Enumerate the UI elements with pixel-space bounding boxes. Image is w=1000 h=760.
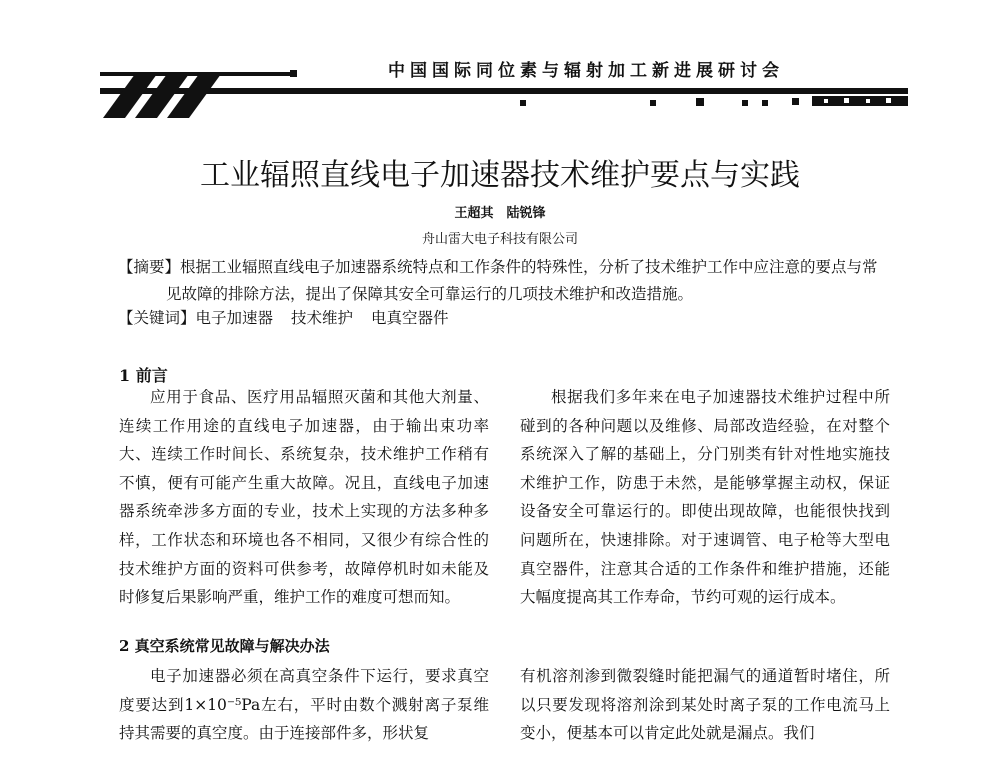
header-square-mark [290, 70, 297, 77]
keyword: 电子加速器 [195, 309, 274, 327]
keywords [118, 306, 467, 328]
intro-right-column: 根据我们多年来在电子加速器技术维护过程中所碰到的各种问题以及维修、局部改造经验，在对整个系统深入了解的基础上，分门别类有针对性地实施技术维护工作，防患于未然，是能够掌握主动权，保证设备安全可靠运行的。即使出现故障，也能很快找到问题所在，快速排除。对于速调管、电子枪等大型电真空器件，注意其合适的工作条件和维护措施，还能大幅度提高其工作寿命，节约可观的运行成本。 [520, 388, 890, 607]
section-heading-vacuum: 2 真空系统常见故障与解决办法 [119, 637, 330, 655]
header-slash-ornament [95, 74, 255, 118]
section-heading-intro: 1 前言 [119, 366, 168, 385]
vacuum-left-column: 电子加速器必须在高真空条件下运行，要求真空度要达到1×10⁻⁵Pa左右，平时由数个溅射离子泵维持其需要的真空度。由于连接部件多，形状复 [119, 667, 489, 743]
keyword: 电真空器件 [371, 309, 449, 327]
keyword: 技术维护 [291, 309, 354, 327]
authors: 王超其 陆锐锋 [454, 206, 546, 221]
intro-left-column: 应用于食品、医疗用品辐照灭菌和其他大剂量、连续工作用途的直线电子加速器，由于输出束功率大、连续工作时间长、系统复杂，技术维护工作稍有不慎，便有可能产生重大故障。况且，直线电子加速器系统牵涉多方面的专业，技术上实现的方法多种多样，工作状态和环境也各不相同，又很少有综合性的技术维护方面的资料可供参考，故障停机时如未能及时修复后果影响严重，维护工作的难度可想而知。 [119, 388, 489, 607]
vacuum-right-column: 有机溶剂渗到微裂缝时能把漏气的通道暂时堵住，所以只要发现将溶剂涂到某处时离子泵的工作电流马上变小，便基本可以肯定此处就是漏点。我们 [520, 667, 890, 743]
paper-title: 工业辐照直线电子加速器技术维护要点与实践 [200, 158, 800, 193]
affiliation: 舟山雷大电子科技有限公司 [421, 232, 578, 247]
header-dot-ornament [500, 96, 910, 110]
keywords-label: 【关键词】 [118, 309, 196, 327]
abstract: 【摘要】根据工业辐照直线电子加速器系统特点和工作条件的特殊性，分析了技术维护工作中应注意的要点与常见故障的排除方法，提出了保障其安全可靠运行的几项技术维护和改造措施。 [118, 258, 878, 303]
conference-header: 中国国际同位素与辐射加工新进展研讨会 [388, 61, 784, 81]
